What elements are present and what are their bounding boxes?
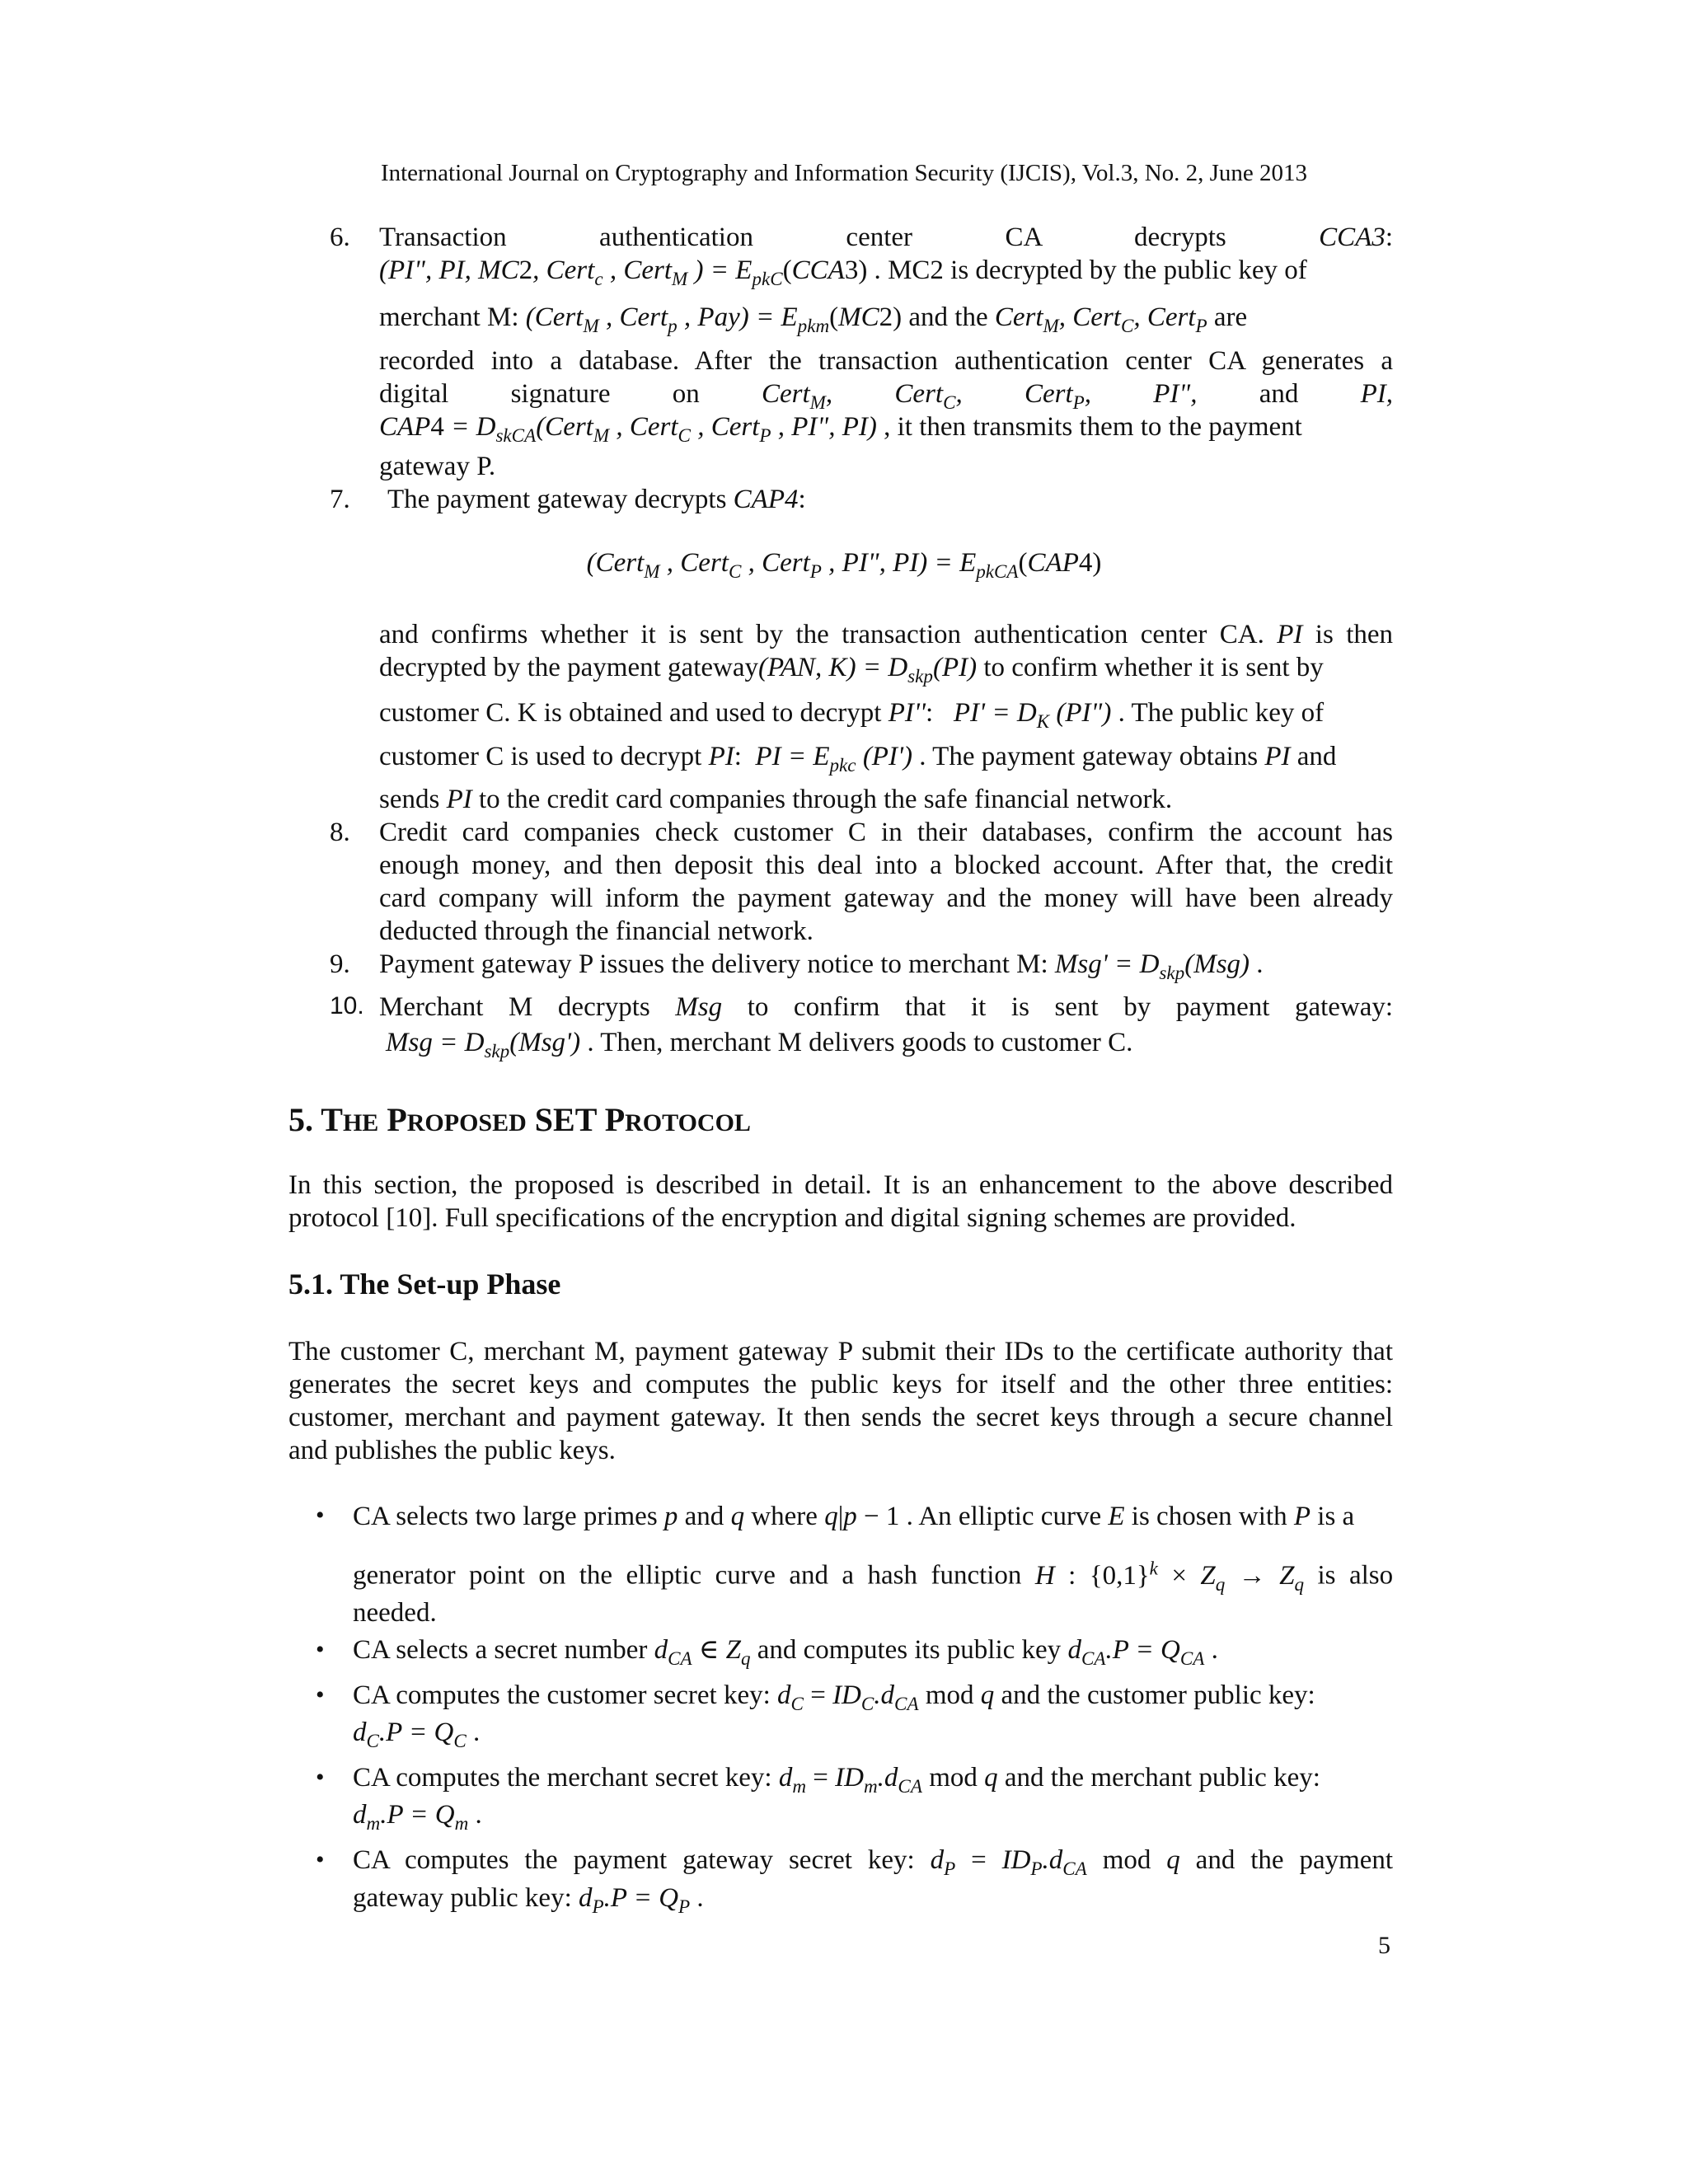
bullet4-line1: CA computes the merchant secret key: $d_m = ID_m.d_{CA}$ mod q and the merchant public key:	[353, 1763, 1320, 1797]
list-number: 10.	[330, 992, 364, 1019]
subsection-heading: 5.1. The Set-up Phase	[288, 1268, 561, 1301]
equation-cap4: (Cert$_M$ , Cert$_C$ , Cert$_P$ , PI", $PI) = E_{pkCA}(CAP4)$	[586, 548, 1102, 583]
bullet2-line1: CA selects a secret number $d_{CA}$ ∈ $Z_q$ and computes its public key $d_{CA}.P = Q_{CA}$ .	[353, 1635, 1218, 1670]
item10-line1: Merchant M decrypts Msg to confirm that it is sent by payment gateway:	[379, 992, 1394, 1022]
item6-line3: merchant M: (Cert$_M$ , Cert$_p$ , $Pay) = E_{pkm}(MC2)$ and the Cert$_M$, Cert$_C$, Cert$_P$ are	[379, 302, 1248, 337]
setup-para-line4: and publishes the public keys.	[288, 1436, 616, 1465]
item7-line2: and confirms whether it is sent by the transaction authentication center CA. PI is then	[379, 620, 1394, 649]
item6-line1: Transaction authentication center CA decrypts CCA3:	[379, 223, 1394, 252]
bullet1-line1: CA selects two large primes p and q where q|p − 1 . An elliptic curve E is chosen with P is a	[353, 1502, 1355, 1531]
item6-line6: $CAP4 = D_{skCA}(Cert_M$ , Cert$_C$ , Cert$_P$ , PI", PI) , it then transmits them to the payment	[379, 412, 1302, 447]
list-number: 8.	[330, 818, 350, 847]
journal-header: International Journal on Cryptography and Information Security (IJCIS), Vol.3, No. 2, June 2013	[380, 160, 1308, 186]
item7-line1: The payment gateway decrypts CAP4:	[387, 485, 806, 514]
item6-line2: (PI", PI, MC2, Cert$_c$ , Cert$_M$ ) = $E_{pkC}(CCA3)$ . MC2 is decrypted by the public key of	[379, 255, 1307, 290]
item7-line4: customer C. K is obtained and used to decrypt PI'': $PI' = D_K$ (PI") . The public key of	[379, 698, 1325, 733]
section-heading: 5. THE PROPOSED SET PROTOCOL	[288, 1101, 751, 1138]
page-number: 5	[1378, 1932, 1390, 1959]
bullet: •	[316, 1764, 325, 1791]
item6-line7: gateway P.	[379, 452, 496, 481]
bullet: •	[316, 1846, 325, 1873]
setup-para-line3: customer, merchant and payment gateway. It then sends the secret keys through a secure channel	[288, 1403, 1393, 1432]
item10-line2: Msg = $D_{skp}(Msg')$ . Then, merchant M delivers goods to customer C.	[386, 1028, 1133, 1062]
bullet3-line2: $d_C.P = Q_C$ .	[353, 1718, 481, 1752]
item7-line6: sends PI to the credit card companies through the safe financial network.	[379, 785, 1173, 814]
item6-line4: recorded into a database. After the transaction authentication center CA generates a	[379, 346, 1393, 376]
section5-intro-line2: protocol [10]. Full specifications of the encryption and digital signing schemes are provided.	[288, 1203, 1296, 1233]
bullet: •	[316, 1681, 325, 1708]
bullet5-line1: CA computes the payment gateway secret key: $d_P = ID_P.d_{CA}$ mod q and the payment	[353, 1845, 1394, 1880]
list-number: 9.	[330, 949, 350, 979]
section5-intro-line1: In this section, the proposed is described in detail. It is an enhancement to the above described	[288, 1170, 1393, 1200]
bullet1-line3: needed.	[353, 1598, 437, 1628]
item7-line5: customer C is used to decrypt PI: PI = $E_{pkc}$ (PI') . The payment gateway obtains PI and	[379, 742, 1337, 776]
item9-line1: Payment gateway P issues the delivery notice to merchant M: $Msg' = D_{skp}(Msg)$ .	[379, 949, 1264, 984]
item8-line1: Credit card companies check customer C in their databases, confirm the account has	[379, 818, 1393, 847]
list-number: 6.	[330, 223, 350, 252]
setup-para-line2: generates the secret keys and computes the public keys for itself and the other three entities:	[288, 1370, 1393, 1399]
bullet: •	[316, 1502, 325, 1529]
bullet1-line2: generator point on the elliptic curve and a hash function H : $\{0,1\}^k \times Z_q \to Z_q$ is also	[353, 1557, 1394, 1595]
bullet4-line2: $d_m.P = Q_m$ .	[353, 1800, 482, 1835]
item7-line3: decrypted by the payment gateway(PAN, $K) = D_{skp}(PI)$ to confirm whether it is sent by	[379, 653, 1324, 687]
bullet3-line1: CA computes the customer secret key: $d_C = ID_C.d_{CA}$ mod q and the customer public key:	[353, 1680, 1315, 1715]
item8-line2: enough money, and then deposit this deal into a blocked account. After that, the credit	[379, 851, 1393, 880]
item6-line5: digital signature on Cert$_M$, Cert$_C$, Cert$_P$, PI", and PI,	[379, 379, 1394, 414]
bullet: •	[316, 1636, 325, 1663]
list-number: 7.	[330, 485, 350, 514]
item8-line3: card company will inform the payment gateway and the money will have been already	[379, 883, 1393, 913]
bullet5-line2: gateway public key: $d_P.P = Q_P$ .	[353, 1883, 704, 1918]
item8-line4: deducted through the financial network.	[379, 916, 814, 946]
setup-para-line1: The customer C, merchant M, payment gateway P submit their IDs to the certificate authority that	[288, 1337, 1393, 1366]
